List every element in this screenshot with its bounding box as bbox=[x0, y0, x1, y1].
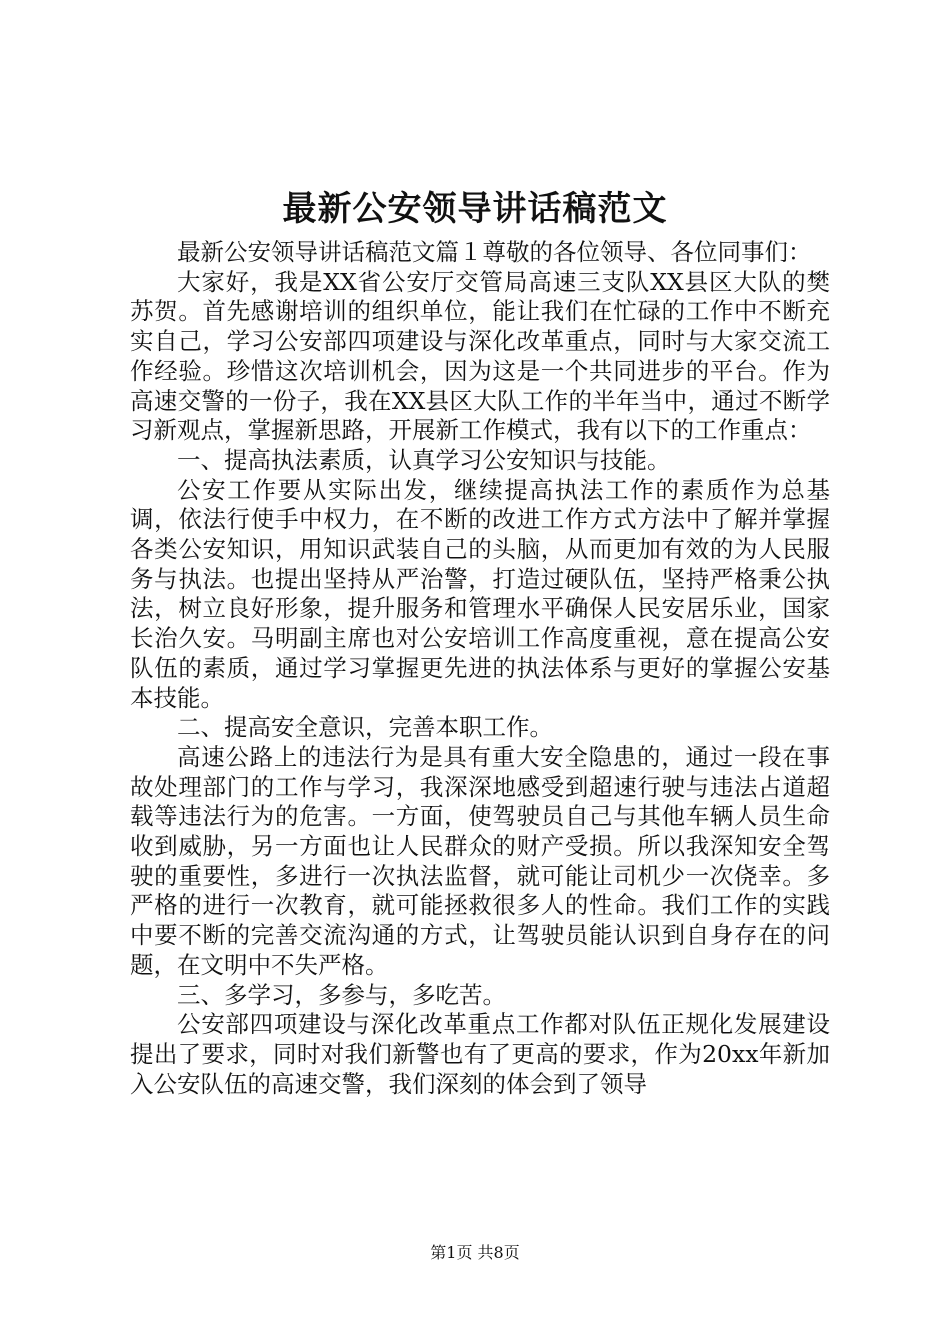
paragraph-section-1: 公安工作要从实际出发，继续提高执法工作的素质作为总基调，依法行使手中权力，在不断的改进工作方式方法中了解并掌握各类公安知识，用知识武装自己的头脑，从而更加有效的为人民服务与执法。也提出坚持从严治警，打造过硬队伍，坚持严格秉公执法，树立良好形象，提升服务和管理水平确保人民安居乐业，国家长治久安。马明副主席也对公安培训工作高度重视，意在提高公安队伍的素质，通过学习掌握更先进的执法体系与更好的掌握公安基本技能。 bbox=[130, 475, 830, 712]
document-body bbox=[130, 238, 830, 1099]
paragraph-introduction: 大家好，我是XX省公安厅交管局高速三支队XX县区大队的樊苏贺。首先感谢培训的组织单位，能让我们在忙碌的工作中不断充实自己，学习公安部四项建设与深化改革重点，同时与大家交流工作经验。珍惜这次培训机会，因为这是一个共同进步的平台。作为高速交警的一份子，我在XX县区大队工作的半年当中，通过不断学习新观点，掌握新思路，开展新工作模式，我有以下的工作重点： bbox=[130, 267, 830, 445]
section-heading-3: 三、多学习，多参与，多吃苦。 bbox=[177, 980, 506, 1009]
page-number-footer: 第1页 共8页 bbox=[430, 1243, 520, 1262]
paragraph-section-2: 高速公路上的违法行为是具有重大安全隐患的，通过一段在事故处理部门的工作与学习，我深深地感受到超速行驶与违法占道超载等违法行为的危害。一方面，使驾驶员自己与其他车辆人员生命收到威胁，另一方面也让人民群众的财产受损。所以我深知安全驾驶的重要性，多进行一次执法监督，就可能让司机少一次侥幸。多严格的进行一次教育，就可能拯救很多人的性命。我们工作的实践中要不断的完善交流沟通的方式，让驾驶员能认识到自身存在的问题，在文明中不失严格。 bbox=[130, 742, 830, 979]
document-title: 最新公安领导讲话稿范文 bbox=[282, 189, 668, 229]
section-heading-1: 一、提高执法素质，认真学习公安知识与技能。 bbox=[177, 445, 671, 474]
paragraph-greeting: 最新公安领导讲话稿范文篇１尊敬的各位领导、各位同事们： bbox=[177, 238, 812, 266]
section-heading-2: 二、提高安全意识，完善本职工作。 bbox=[177, 713, 553, 742]
paragraph-section-3: 公安部四项建设与深化改革重点工作都对队伍正规化发展建设提出了要求，同时对我们新警也有了更高的要求，作为20xx年新加入公安队伍的高速交警，我们深刻的体会到了领导 bbox=[130, 1010, 830, 1098]
